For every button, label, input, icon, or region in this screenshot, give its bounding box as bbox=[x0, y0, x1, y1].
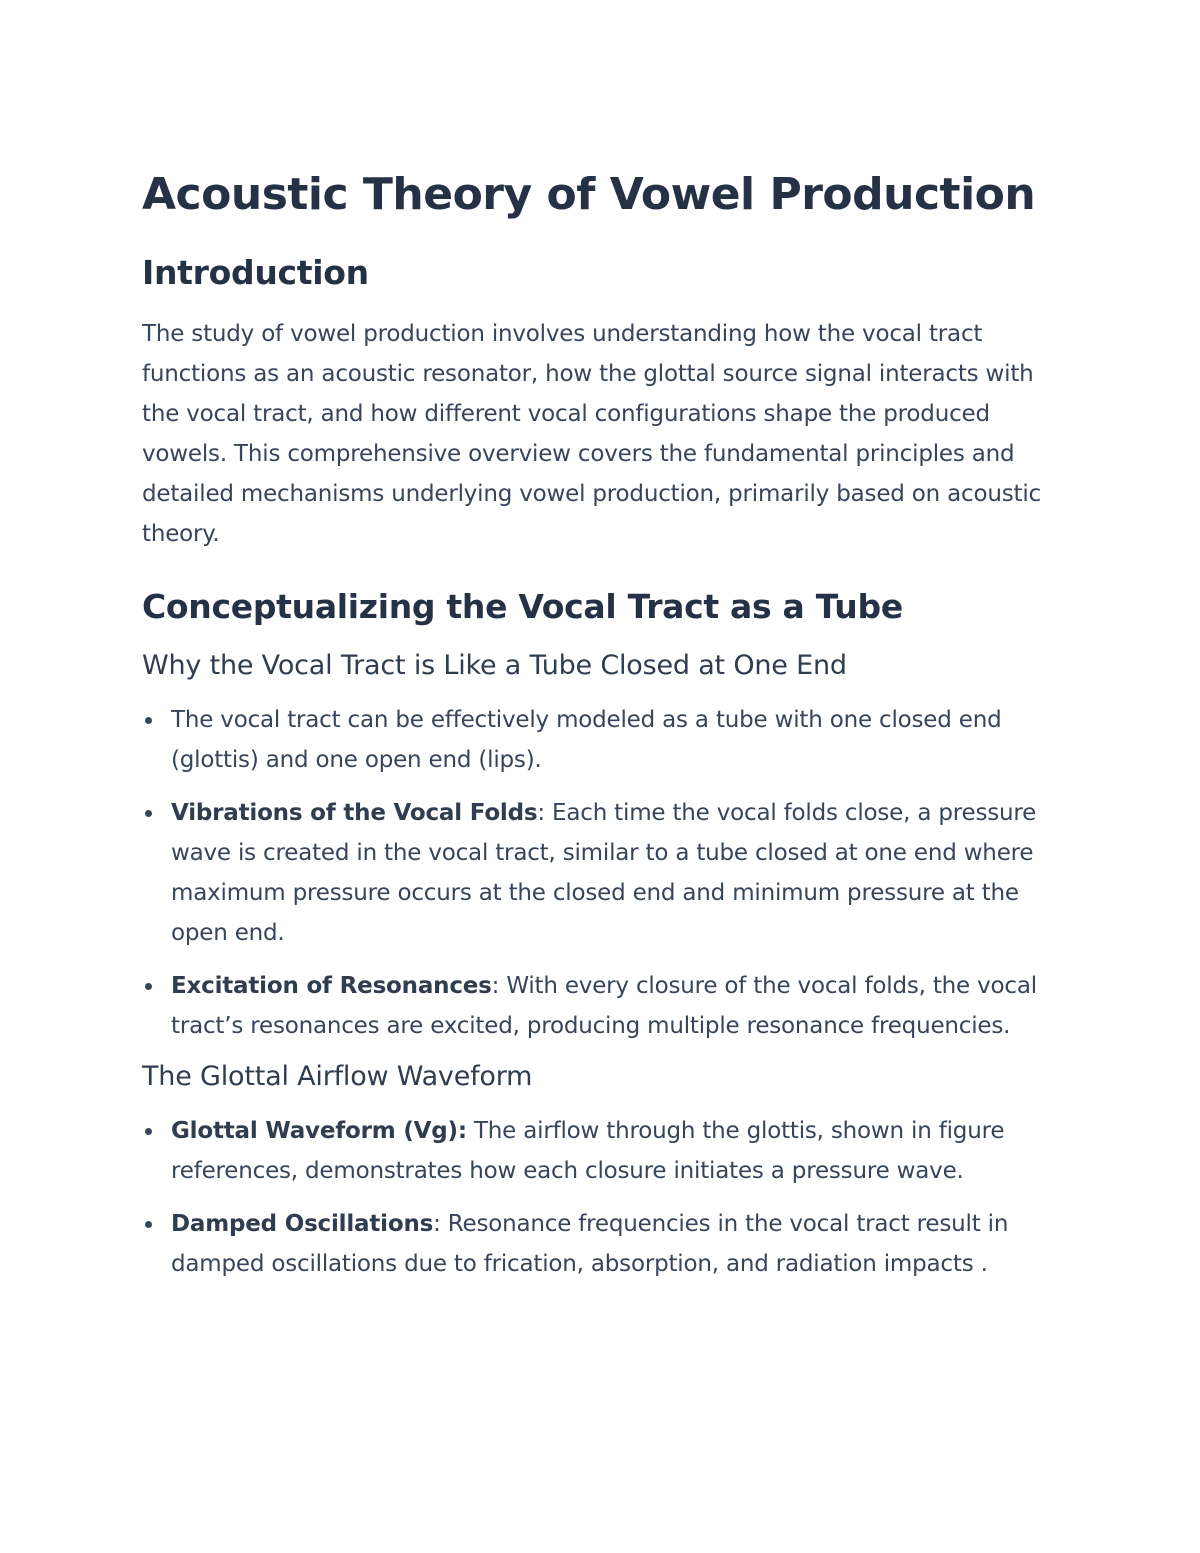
subsection-heading-closed-tube: Why the Vocal Tract is Like a Tube Closed at One End bbox=[142, 650, 847, 681]
list-item bbox=[142, 700, 1072, 780]
bullet-icon bbox=[145, 717, 152, 724]
bullet-icon bbox=[145, 1128, 152, 1135]
bullet-icon bbox=[145, 1221, 152, 1228]
list-item-bold: Excitation of Resonances bbox=[171, 973, 492, 999]
list-item-text: : Each time the vocal folds close, a pressure wave is created in the vocal tract, similar to a tube closed at one end where maximum pressure occurs at the closed end and minimum pressure at the open end. bbox=[171, 800, 1037, 946]
bullet-icon bbox=[145, 810, 152, 817]
list-item bbox=[142, 1111, 1072, 1191]
section-heading-introduction: Introduction bbox=[142, 253, 369, 292]
list-item-text: The vocal tract can be effectively modeled as a tube with one closed end (glottis) and one open end (lips). bbox=[171, 707, 1002, 773]
bullet-icon bbox=[145, 983, 152, 990]
page-title: Acoustic Theory of Vowel Production bbox=[142, 169, 1036, 220]
list-item bbox=[142, 1204, 1072, 1284]
list-item bbox=[142, 966, 1072, 1046]
list-item-text: The airflow through the glottis, shown in figure references, demonstrates how each closure initiates a pressure wave. bbox=[171, 1118, 1005, 1184]
section-heading-vocal-tract-tube: Conceptualizing the Vocal Tract as a Tube bbox=[142, 587, 903, 626]
list-item-text: : Resonance frequencies in the vocal tract result in damped oscillations due to frication, absorption, and radiation impacts . bbox=[171, 1211, 1009, 1277]
document-page bbox=[142, 168, 1072, 1297]
list-item-bold: Damped Oscillations bbox=[171, 1211, 434, 1237]
list-item-text: : With every closure of the vocal folds, the vocal tract’s resonances are excited, producing multiple resonance frequencies. bbox=[171, 973, 1037, 1039]
subsection-heading-glottal-airflow: The Glottal Airflow Waveform bbox=[142, 1061, 533, 1092]
intro-paragraph: The study of vowel production involves understanding how the vocal tract functions as an acoustic resonator, how the glottal source signal interacts with the vocal tract, and how different vocal configurations shape the produced vowels. This comprehensive overview covers the fundamental principles and detailed mechanisms underlying vowel production, primarily based on acoustic theory. bbox=[142, 321, 1041, 547]
closed-tube-list bbox=[142, 700, 1072, 1046]
list-item-bold: Glottal Waveform (Vg): bbox=[171, 1118, 467, 1144]
glottal-airflow-list bbox=[142, 1111, 1072, 1284]
list-item-bold: Vibrations of the Vocal Folds bbox=[171, 800, 538, 826]
list-item bbox=[142, 793, 1072, 953]
